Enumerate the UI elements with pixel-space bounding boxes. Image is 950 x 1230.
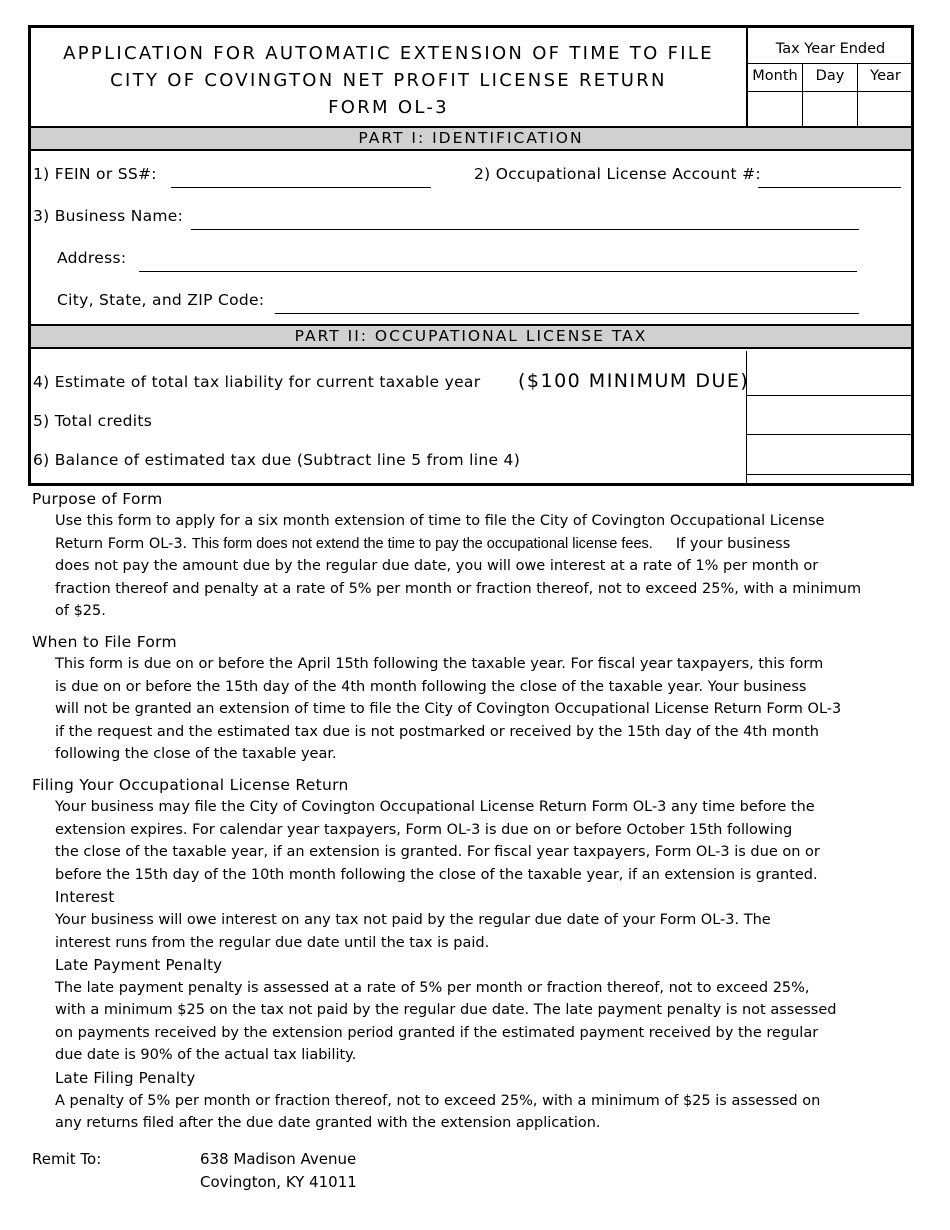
purpose-line: does not pay the amount due by the regular due date, you will owe interest at a rate of 1% per month or <box>55 558 819 575</box>
remit-address <box>200 1148 357 1194</box>
line5-input[interactable] <box>747 434 911 435</box>
interest-paragraph <box>55 909 922 954</box>
title-line-3: FORM OL-3 <box>328 97 449 118</box>
when-line: following the close of the taxable year. <box>55 746 337 763</box>
year-label: Year <box>858 64 913 92</box>
purpose-line: Use this form to apply for a six month extension of time to file the City of Covington Occupational License <box>55 513 825 529</box>
filing-heading: Filing Your Occupational License Return <box>32 775 349 794</box>
amount-column-divider <box>746 351 747 483</box>
minimum-due-note: ($100 MINIMUM DUE) <box>518 370 750 392</box>
late-payment-line: on payments received by the extension period granted if the estimated payment received by the regular <box>55 1024 819 1041</box>
late-filing-heading: Late Filing Penalty <box>55 1069 196 1088</box>
purpose-paragraph <box>55 510 922 623</box>
line6-label: 6) Balance of estimated tax due (Subtract line 5 from line 4) <box>33 451 521 469</box>
interest-line: interest runs from the regular due date until the tax is paid. <box>55 934 490 951</box>
filing-line: extension expires. For calendar year taxpayers, Form OL-3 is due on or before October 15th following <box>55 821 793 838</box>
line4-input[interactable] <box>747 395 911 396</box>
part2-heading: PART II: OCCUPATIONAL LICENSE TAX <box>31 324 911 349</box>
instructions <box>32 488 922 1135</box>
late-payment-line: with a minimum $25 on the tax not paid by the regular due date. The late payment penalty is not assessed <box>55 1002 837 1019</box>
title-line-1: APPLICATION FOR AUTOMATIC EXTENSION OF TIME TO FILE <box>63 43 714 64</box>
month-field[interactable] <box>748 63 803 127</box>
purpose-emphasis: This form does not extend the time to pay the occupational license fees. <box>191 535 653 552</box>
tax-year-ended-box <box>746 28 913 126</box>
form-title <box>31 28 746 126</box>
late-payment-line: due date is 90% of the actual tax liability. <box>55 1047 357 1064</box>
filing-line: the close of the taxable year, if an extension is granted. For fiscal year taxpayers, Form OL-3 is due on or <box>55 844 820 861</box>
purpose-line-part: If your business <box>652 535 791 552</box>
when-line: if the request and the estimated tax due is not postmarked or received by the 15th day of the 4th month <box>55 723 819 740</box>
part1-heading: PART I: IDENTIFICATION <box>31 126 911 151</box>
occupational-account-input[interactable] <box>758 187 901 188</box>
late-filing-paragraph <box>55 1090 922 1135</box>
late-payment-line: The late payment penalty is assessed at a rate of 5% per month or fraction thereof, not to exceed 25%, <box>55 979 810 996</box>
purpose-line <box>55 533 922 556</box>
line5-label: 5) Total credits <box>33 412 153 430</box>
tax-year-ended-label: Tax Year Ended <box>775 41 886 57</box>
when-line: is due on or before the 15th day of the 4th month following the close of the taxable year. Your business <box>55 678 807 695</box>
filing-line: before the 15th day of the 10th month following the close of the taxable year, if an extension is granted. <box>55 866 818 883</box>
purpose-heading: Purpose of Form <box>32 490 163 508</box>
late-filing-line: A penalty of 5% per month or fraction thereof, not to exceed 25%, with a minimum of $25 is assessed on <box>55 1092 821 1109</box>
title-line-2: CITY OF COVINGTON NET PROFIT LICENSE RETURN <box>110 70 667 91</box>
city-state-zip-label: City, State, and ZIP Code: <box>57 291 265 309</box>
remit-city: Covington, KY 41011 <box>200 1173 357 1191</box>
day-field[interactable] <box>803 63 858 127</box>
year-field[interactable] <box>858 63 913 127</box>
purpose-line-part: Return Form OL-3. <box>55 535 192 552</box>
day-label: Day <box>803 64 857 92</box>
late-payment-paragraph <box>55 977 922 1067</box>
interest-line: Your business will owe interest on any tax not paid by the regular due date of your Form OL-3. The <box>55 911 771 928</box>
form-frame <box>28 25 914 486</box>
line4-label: 4) Estimate of total tax liability for current taxable year <box>33 373 481 391</box>
interest-heading: Interest <box>55 888 115 907</box>
business-name-label: 3) Business Name: <box>33 207 184 225</box>
when-heading: When to File Form <box>32 632 177 651</box>
fein-label: 1) FEIN or SS#: <box>33 165 157 183</box>
late-payment-heading: Late Payment Penalty <box>55 956 223 975</box>
filing-line: Your business may file the City of Covington Occupational License Return Form OL-3 any time before the <box>55 798 815 815</box>
when-line: will not be granted an extension of time to file the City of Covington Occupational License Return Form OL-3 <box>55 701 842 718</box>
line6-input[interactable] <box>747 474 911 475</box>
city-state-zip-input[interactable] <box>275 313 859 314</box>
when-line: This form is due on or before the April 15th following the taxable year. For fiscal year taxpayers, this form <box>55 655 824 672</box>
business-name-input[interactable] <box>191 229 859 230</box>
remit-street: 638 Madison Avenue <box>200 1150 357 1168</box>
address-label: Address: <box>57 249 127 267</box>
occupational-account-label: 2) Occupational License Account #: <box>474 165 761 183</box>
remit-label: Remit To: <box>32 1150 102 1168</box>
purpose-line: of $25. <box>55 603 106 620</box>
filing-paragraph <box>55 796 922 886</box>
month-label: Month <box>748 64 802 92</box>
late-filing-line: any returns filed after the due date granted with the extension application. <box>55 1115 601 1132</box>
address-input[interactable] <box>139 271 857 272</box>
fein-input[interactable] <box>171 187 431 188</box>
purpose-line: fraction thereof and penalty at a rate of 5% per month or fraction thereof, not to exceed 25%, with a minimum <box>55 580 862 597</box>
when-paragraph <box>55 653 922 766</box>
